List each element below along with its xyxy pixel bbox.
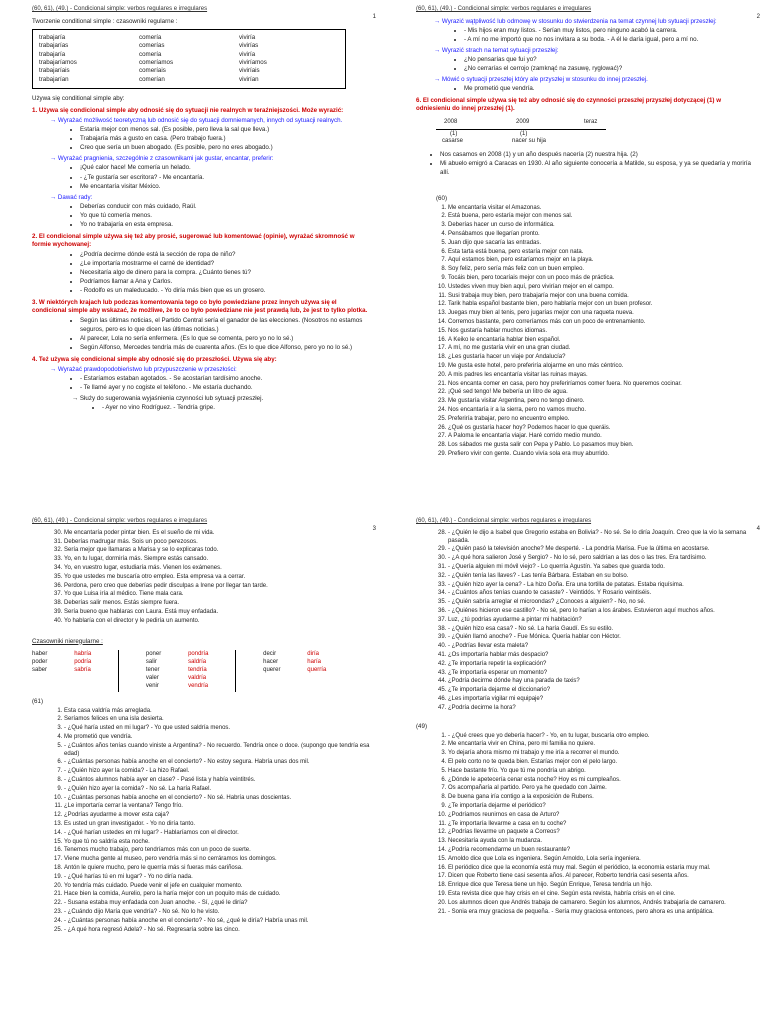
conj-cell: trabajarían [39,75,69,83]
exercise-item: 19. - ¿Qué harías tú en mi lugar? - Yo no diría nada. [64,874,372,882]
uses-intro: Używa się conditional simple aby: [32,95,125,103]
exercise-title: (60) [436,194,448,202]
timeline-label: (1) [520,131,528,138]
timeline-event: nacer su hija [512,138,547,145]
section-4: 4. Też używa się condicional simple aby odnosić się do przeszłości. Używa się aby: [32,355,277,363]
exercise-item: 46. ¿Les importaría vigilar mi equipaje? [448,696,756,704]
exercise-item: 4. El pelo corto no te queda bien. Estarías mejor con el pelo largo. [448,759,756,767]
exercise-item: 14. Corremos bastante, pero correríamos más con un poco de entrenamiento. [448,319,756,327]
exercise-item: 12. Tarik habla español bastante bien, pero hablaría mejor con un buen profesor. [448,301,756,309]
page-3 [0,512,384,1024]
timeline-year: 2009 [516,119,530,126]
list-item: • Deberías conducir con más cuidado, Raúl. [80,203,372,211]
page-4 [384,512,768,1024]
exercise-title: (61) [32,697,44,705]
section-1: 1. Używa się condicional simple aby odnosić się do sytuacji nie realnych w teraźniejszości. Może wyrazić: [32,107,344,115]
exercise-item: 9. Tocáis bien, pero tocaríais mejor con un poco más de práctica. [448,275,756,283]
exercise-item: 43. ¿Te importaría esperar un momento? [448,670,756,678]
list [426,151,756,176]
section-1c: → Dawać rady: [50,193,93,201]
irr-infinitives [263,650,299,692]
list-item: • Trabajaría más a gusto en casa. (Pero trabajo fuera.) [80,135,372,143]
exercise-item: 36. - ¿Quiénes hicieron ese castillo? - No sé, pero lo harían a los árabes. Estuvieron aquí muchos años. [448,608,756,616]
irr-cell: salir [145,658,157,665]
conj-cell: vivirías [239,42,259,50]
exercise-item: 4. Pensábamos que llegarían pronto. [448,231,756,239]
irr-cell: poder [32,658,48,665]
list-item: • ¿No pensarías que fui yo? [464,56,756,64]
irr-cell: poner [145,650,162,657]
divider [118,650,138,692]
exercise-item: 17. Dicen que Roberto tiene casi sesenta años. Al parecer, Roberto tendría casi sesenta años. [448,873,756,881]
exercise-item: 33. - ¿Quién hizo ayer la cena? - La hizo Doña. Era una tortilla de patatas. Estaba riquísima. [448,582,756,590]
list-item: • Yo no trabajaría en esta empresa. [80,221,372,229]
conj-cell: viviríamos [239,58,267,66]
exercise-item: 17. A mí, no me gustaría vivir en una gran ciudad. [448,345,756,353]
exercise-item: 14. ¿Podría recomendarme un buen restaurante? [448,847,756,855]
exercise-item: 20. A mis padres les encantaría visitar las ruinas mayas. [448,372,756,380]
exercise-item: 30. - ¿A qué hora salieron José y Sergio? - No lo sé, pero saldrían a las dos o las tres. Era tardísimo. [448,555,756,563]
section-a3: → Mówić o sytuacji przeszłej który ale przyszłej w stosunku do innej przeszłej. [434,76,648,84]
exercise-item: 34. Yo, en vuestro lugar, estudiaría más. Vienen los exámenes. [64,565,372,573]
exercise-item: 39. - ¿Quién llamó anoche? - Fue Mónica. Quería hablar con Héctor. [448,634,756,642]
exercise-item: 23. Me gustaría visitar Argentina, pero no tengo dinero. [448,398,756,406]
list-item: • ¿Le importaría mostrarme el carné de identidad? [80,260,372,268]
exercise-item: 37. Yo que Luisa iría al médico. Tiene mala cara. [64,591,372,599]
list-item: • Nos casamos en 2008 (1) y un año después nacería (2) nuestra hija. (2) [440,151,756,159]
conj-col-er [139,34,239,84]
exercise-item: 21. - Sonia era muy graciosa de pequeña. - Sería muy graciosa entonces, pero ahora es una antipática. [448,909,756,917]
divider [235,650,255,692]
page-header: (60, 61), (49.) - Condicional simple: verbos regulares e irregulares [416,518,592,524]
list-item: • Me encantaría visitar México. [80,183,372,191]
irr-cell: saber [32,666,48,673]
page-number: 1 [372,14,376,20]
exercise-item: 27. A Paloma le encantaría viajar. Haré corrido medio mundo. [448,433,756,441]
conj-col-ar [39,34,139,84]
list-item: • ¿No cerrarías el cerrojo (zamknąć na zasuwę, ryglować)? [464,65,756,73]
exercise-item: 22. - Susana estaba muy enfadada con Juan anoche. - Sí, ¿qué le diría? [64,900,372,908]
exercise-item: 31. Deberías madrugar más. Sois un poco perezosos. [64,539,372,547]
exercise-item: 6. Esta tarta está buena, pero estaría mejor con nata. [448,249,756,257]
exercise-item: 15. Yo que tú no saldría esta noche. [64,839,372,847]
list-item: • - Rodolfo es un maleducado. - Yo diría más bien que es un grosero. [80,287,372,295]
exercise-item: 18. Enrique dice que Teresa tiene un hijo. Según Enrique, Teresa tendría un hijo. [448,882,756,890]
timeline-event: casarse [442,138,464,145]
list-item: • ¿Podría decirme dónde está la sección de ropa de niño? [80,251,372,259]
list [66,251,372,295]
section-6: 6. El condicional simple używa się też aby odnosić się do czynności przeszłej przyszłej dotyczącej (1) w odniesieniu do innej przeszłej (1). [416,97,722,113]
exercise-item: 13. Juegas muy bien al tenis, pero jugarías mejor con una raqueta nueva. [448,310,756,318]
exercise-item: 37. Luz, ¿tú podrías ayudarme a pintar mi habitación? [448,617,756,625]
exercise-item: 11. ¿Te importaría llevarme a casa en tu coche? [448,821,756,829]
list-item: • Podríamos llamar a Ana y Carlos. [80,278,372,286]
exercise-item: 14. - ¿Qué harían ustedes en mi lugar? - Hablaríamos con el director. [64,830,372,838]
exercise-item: 32. - ¿Quién tenía las llaves? - Las tenía Bárbara. Estaban en su bolso. [448,573,756,581]
section-3: 3. W niektórych krajach lub podczas komentowania tego co było powiedziane przez innych używa się el condicional simple aby wskazać, że możliwe, że to co było powiedziane nie jest prawdą lub, że jest to tylko plotka. [32,299,368,315]
list-item: • Mi abuelo emigró a Caracas en 1930. Al año siguiente conocería a Matilde, su esposa, y ya se quedaría y moriría allí. [440,160,756,176]
exercise-item: 25. Preferiría trabajar, pero no encuentro empleo. [448,416,756,424]
irr-forms [307,650,345,692]
list-item: • Al parecer, Lola no sería enfermera. (Es lo que se comenta, pero yo no lo sé.) [80,335,372,343]
irr-cell: habría [74,650,92,657]
exercise-item: 19. Me gusta este hotel, pero preferiría alojarme en uno más céntrico. [448,363,756,371]
conj-cell: trabajaría [39,33,66,41]
conjugation-title: Tworzenie conditional simple : czasowniki regularne : [32,17,178,25]
list-item: • Estaría mejor con menos sal. (Es posible, pero lleva la sal que lleva.) [80,126,372,134]
exercise-item: 42. ¿Te importaría repetir la explicación? [448,661,756,669]
section-a2: → Wyrazić strach na temat sytuacji przeszłej: [434,46,559,54]
list-item: • Yo que tú comería menos. [80,212,372,220]
irr-cell: valer [145,674,159,681]
exercise-item: 40. - ¿Podrías llevar esta maleta? [448,643,756,651]
exercise-item: 13. Es usted un gran investigador. - Yo no diría tanto. [64,821,372,829]
exercise-item: 22. ¡Qué sed tengo! Me bebería un litro de agua. [448,389,756,397]
exercise-item: 16. El periódico dice que la economía está muy mal. Según el periódico, la economía estaría muy mal. [448,865,756,873]
list [66,126,372,152]
exercise-item: 1. Esta casa valdría más arreglada. [64,708,372,716]
exercise-item: 29. - ¿Quién pasó la televisión anoche? Me desperté. - La pondría Marisa. Fue la última en acostarse. [448,546,756,554]
exercise-item: 19. Esta revista dice que hay crisis en el cine. Según esta revista, habría crisis en el cine. [448,891,756,899]
exercise-item: 16. Tenemos mucho trabajo, pero tendríamos más con un poco de suerte. [64,847,372,855]
timeline-now: teraz [584,119,598,126]
list [66,375,372,392]
exercise-item: 12. ¿Podrías llevarme un paquete a Correos? [448,829,756,837]
list [66,203,372,229]
exercise-item: 36. Perdona, pero creo que deberías pedir disculpas a Irene por llegar tan tarde. [64,583,372,591]
conj-cell: trabajaríais [39,67,70,75]
list [450,56,756,73]
list-item: • - Te llamé ayer y no cogiste el teléfono. - Me estaría duchando. [80,384,372,392]
exercise-item: 1. - ¿Qué crees que yo debería hacer? - Yo, en tu lugar, buscaría otro empleo. [448,733,756,741]
list [450,27,756,44]
exercise-item: 10. ¿Podríamos reunirnos en casa de Arturo? [448,812,756,820]
timeline-line [436,129,606,130]
irr-cell: tendría [188,666,207,673]
conj-cell: comeríamos [139,58,174,66]
irr-cell: vendría [188,683,209,689]
exercise-item: 21. Hace bien la comida, Aurelio, pero la haría mejor con un poquito más de cuidado. [64,891,372,899]
page-number: 2 [756,14,760,20]
exercise-item: 28. Los sábados me gusta salir con Pepa y Pablo. Lo pasamos muy bien. [448,442,756,450]
exercise-item: 30. Me encantaría poder pintar bien. Es el sueño de mi vida. [64,530,372,538]
section-1a: → Wyrażać możliwość teoretyczną lub odnosić się do sytuacji domniemanych, innych od sytuacji realnych. [50,117,343,125]
list-item: • - Ayer no vino Rodríguez. - Tendría gripe. [102,404,372,412]
exercise-item: 26. ¿Qué os gustaría hacer hoy? Podemos hacer lo que queráis. [448,425,756,433]
exercise-item: 16. A Keiko le encantaría hablar bien español. [448,337,756,345]
exercise-item: 25. - ¿A qué hora regresó Adela? - No sé. Regresaría sobre las cinco. [64,927,372,935]
exercise-item: 8. De buena gana iría contigo a la exposición de Rubens. [448,794,756,802]
exercise-item: 35. Yo que ustedes me buscaría otro empleo. Esta empresa va a cerrar. [64,574,372,582]
irr-cell: diría [307,650,319,657]
irr-cell: pondría [188,650,209,657]
exercise-item: 9. ¿Te importaría dejarme el periódico? [448,803,756,811]
irr-cell: podría [74,658,92,665]
irr-forms [74,650,110,692]
list-item: • ¡Qué calor hace! Me comería un helado. [80,164,372,172]
conj-cell: trabajarías [39,42,69,50]
section-4a: → Wyrażać prawdopodobieństwo lub przypuszczenie w przeszłości: [50,365,237,373]
exercise-item: 24. Nos encantaría ir a la sierra, pero no vamos mucho. [448,407,756,415]
exercise-item: 38. Deberías salir menos. Estás siempre fuera. [64,600,372,608]
irr-infinitives [32,650,66,692]
exercise-item: 2. Está buena, pero estaría mejor con menos sal. [448,213,756,221]
exercise-item: 39. Sería bueno que hablaras con Laura. Está muy enfadada. [64,609,372,617]
exercise-item: 12. ¿Podrías ayudarme a mover esta caja? [64,812,372,820]
exercise-item: 45. ¿Te importaría dejarme el diccionario? [448,687,756,695]
conj-cell: trabajaríamos [39,58,77,66]
exercise-item: 5. Hace bastante frío. Yo que tú me pondría un abrigo. [448,768,756,776]
irr-cell: haría [307,658,321,665]
exercise-item: 7. - ¿Quién hizo ayer la comida? - La hizo Rafael. [64,768,372,776]
conj-cell: viviría [239,50,256,58]
exercise-item: 1. Me encantaría visitar el Amazonas. [448,205,756,213]
exercise-item: 23. - ¿Cuándo dijo María que vendría? - No sé. No lo he visto. [64,909,372,917]
conj-cell: viviríais [239,67,260,75]
exercise-item: 8. Soy feliz, pero sería más feliz con un buen empleo. [448,266,756,274]
irr-cell: venir [145,683,159,689]
page-number: 3 [372,526,376,532]
exercise-item: 3. Deberías hacer un curso de informática. [448,222,756,230]
exercise-item: 7. Aquí estamos bien, pero estaríamos mejor en la playa. [448,257,756,265]
conj-cell: comerías [139,42,165,50]
exercise-title: (49) [416,722,428,730]
page-2 [384,0,768,512]
conj-cell: comería [139,50,162,58]
irr-forms [188,650,227,692]
irr-cell: haber [32,650,48,657]
exercise-item: 2. Seríamos felices en una isla desierta. [64,716,372,724]
irr-cell: querer [263,666,281,673]
irr-infinitives [146,650,180,692]
exercise-list [50,530,372,626]
list [66,164,372,190]
irregular-title: Czasowniki nieregularne : [32,637,103,645]
exercise-item: 28. - ¿Quién le dijo a Isabel que Gregorio estaba en Bolivia? - No sé. Se lo diría Joaquín. Creo que la vio la semana pasada. [448,530,756,546]
exercise-item: 24. - ¿Cuántas personas había anoche en el concierto? - No sé, ¿qué le diría? Habría unas mil. [64,918,372,926]
exercise-item: 15. Nos gustaría hablar muchos idiomas. [448,328,756,336]
exercise-item: 32. Sería mejor que llamaras a Marisa y se lo explicaras todo. [64,547,372,555]
exercise-item: 40. Yo hablaría con el director y le pediría un aumento. [64,618,372,626]
conj-cell: comeríais [139,67,166,75]
list [66,317,372,351]
timeline-year: 2008 [444,119,458,126]
list-item: • - Mis hijos eran muy listos. - Serían muy listos, pero ninguno acabó la carrera. [464,27,756,35]
exercise-item: 3. Yo dejaría ahora mismo mi trabajo y me iría a recorrer el mundo. [448,750,756,758]
exercise-item: 6. ¿Dónde le apetecería cenar esta noche? Hoy es mi cumpleaños. [448,777,756,785]
exercise-item: 44. ¿Podría decirme dónde hay una parada de taxis? [448,678,756,686]
exercise-item: 41. ¿Os importaría hablar más despacio? [448,652,756,660]
timeline-label: (1) [450,131,458,138]
conjugation-table [32,29,346,89]
exercise-list [434,530,756,713]
irr-cell: saldría [188,658,207,665]
exercise-item: 10. - ¿Cuántas personas había anoche en el concierto? - No sé. Habría unas doscientas. [64,795,372,803]
exercise-item: 6. - ¿Cuántas personas había anoche en el concierto? - No estoy segura. Habría unas dos mil. [64,759,372,767]
exercise-list [434,733,756,917]
list-item: • Creo que sería un buen abogado. (Es posible, pero no eres abogado.) [80,144,372,152]
exercise-item: 10. Ustedes viven muy bien aquí, pero vivirían mejor en el campo. [448,284,756,292]
irr-cell: querría [307,666,327,673]
list-item: • Según Alfonso, Mercedes tendría más de cuarenta años. (Es lo que dice Alfonso, pero yo no lo sé.) [80,344,372,352]
exercise-item: 13. Necesitaría ayuda con la mudanza. [448,838,756,846]
section-1b: → Wyrażać pragnienia, szczególnie z czasownikami jak gustar, encantar, preferir: [50,155,274,163]
irr-cell: valdría [188,674,207,681]
exercise-item: 3. - ¿Qué haría usted en mi lugar? - Yo que usted saldría menos. [64,725,372,733]
exercise-item: 11. Susi trabaja muy bien, pero trabajaría mejor con una buena comida. [448,293,756,301]
exercise-item: 2. Me encantaría vivir en China, pero mi familia no quiere. [448,741,756,749]
list-item: • Necesitaría algo de dinero para la compra. ¿Cuánto tienes tú? [80,269,372,277]
exercise-item: 21. Nos encanta comer en casa, pero hoy preferiríamos comer fuera. No queremos cocinar. [448,381,756,389]
exercise-item: 8. - ¿Cuántos alumnos había ayer en clase? - Pasé lista y había veintitrés. [64,777,372,785]
conj-cell: comerían [139,75,165,83]
exercise-item: 15. Arnoldo dice que Lola es ingeniera. Según Arnoldo, Lola sería ingeniera. [448,856,756,864]
irr-cell: decir [263,650,277,657]
list-item: • - Estaríamos estaban agotados. - Se acostarían tardísimo anoche. [80,375,372,383]
irr-cell: tener [145,666,160,673]
exercise-item: 47. ¿Podría decirme la hora? [448,705,756,713]
section-4b: → Służy do sugerowania wyjaśnienia czynności lub sytuacji przeszłej. [72,394,264,402]
conj-cell: vivirían [239,75,259,83]
list [450,85,756,93]
page-header: (60, 61), (49.) - Condicional simple: verbos regulares e irregulares [32,518,208,524]
page-number: 4 [756,526,760,532]
list-item: • - A mí no me importó que no nos invitara a su boda. - A él le daría igual, pero a mí no. [464,36,756,44]
list-item: • Me prometió que vendría. [464,85,756,93]
exercise-list [50,708,372,935]
page-header: (60, 61), (49.) - Condicional simple: verbos regulares e irregulares [32,6,208,12]
exercise-item: 38. - ¿Quién hizo esa casa? - No sé. La haría Gaudí. Es su estilo. [448,626,756,634]
list-item: • Según las últimas noticias, el Partido Central sería el ganador de las elecciones. (Nosotros no estamos seguros, pero es lo que dicen las últimas noticias.) [80,317,372,333]
exercise-item: 17. Viene mucha gente al museo, pero vendría más si no cerráramos los domingos. [64,856,372,864]
exercise-list [434,205,756,459]
exercise-item: 29. Prefiero vivir con gente. Cuando vivía sola era muy aburrido. [448,451,756,459]
conj-cell: viviría [239,33,256,41]
exercise-item: 5. - ¿Cuántos años tenías cuando viniste a Argentina? - No recuerdo. Tendría once o doce. (supongo que tendría esa edad) [64,743,372,759]
exercise-item: 9. - ¿Quién hizo ayer la comida? - No sé. La haría Rafael. [64,786,372,794]
exercise-item: 7. Os acompañaría al partido. Pero ya he quedado con Jaime. [448,785,756,793]
irr-cell: hacer [263,658,279,665]
page-1 [0,0,384,512]
exercise-item: 33. Yo, en tu lugar, dormiría más. Siempre estás cansado. [64,556,372,564]
conj-cell: comería [139,33,162,41]
list [88,404,372,412]
exercise-item: 11. ¿Le importaría cerrar la ventana? Tengo frío. [64,803,372,811]
list-item: • - ¿Te gustaría ser escritora? - Me encantaría. [80,174,372,182]
exercise-item: 5. Juan dijo que sacaría las entradas. [448,240,756,248]
exercise-item: 18. ¿Les gustaría hacer un viaje por Andalucía? [448,354,756,362]
exercise-item: 20. Yo tendría más cuidado. Puede venir el jefe en cualquier momento. [64,883,372,891]
section-2: 2. El condicional simple używa się też aby prosić, sugerować lub komentować (opinie), wyrażać skromność w formie wychowanej: [32,232,355,248]
exercise-item: 35. - ¿Quién sabría arreglar el microondas? ¿Conoces a alguien? - No, no sé. [448,599,756,607]
timeline [436,119,736,147]
exercise-item: 34. - ¿Cuántos años tenías cuando te casaste? - Veintidós. Y Rosario veintiséis. [448,590,756,598]
exercise-item: 18. Antón le quiere mucho, pero le querría más si fueras más cariñosa. [64,865,372,873]
exercise-item: 31. - ¿Quería alguien mi móvil viejo? - Lo querría Agustín. Ya sabes que guarda todo. [448,564,756,572]
irregular-table [32,650,372,692]
page-header: (60, 61), (49.) - Condicional simple: verbos regulares e irregulares [416,6,592,12]
irr-cell: sabría [74,666,91,673]
section-a1: → Wyrazić wątpliwość lub odmowę w stosunku do stwierdzenia na temat czynnej lub sytuacji przeszłej: [434,17,717,25]
exercise-item: 4. Me prometió que vendría. [64,734,372,742]
conj-col-ir [239,34,339,84]
conj-cell: trabajaría [39,50,66,58]
exercise-item: 20. Los alumnos dicen que Andrés trabaja de camarero. Según los alumnos, Andrés trabajaría de camarero. [448,900,756,908]
